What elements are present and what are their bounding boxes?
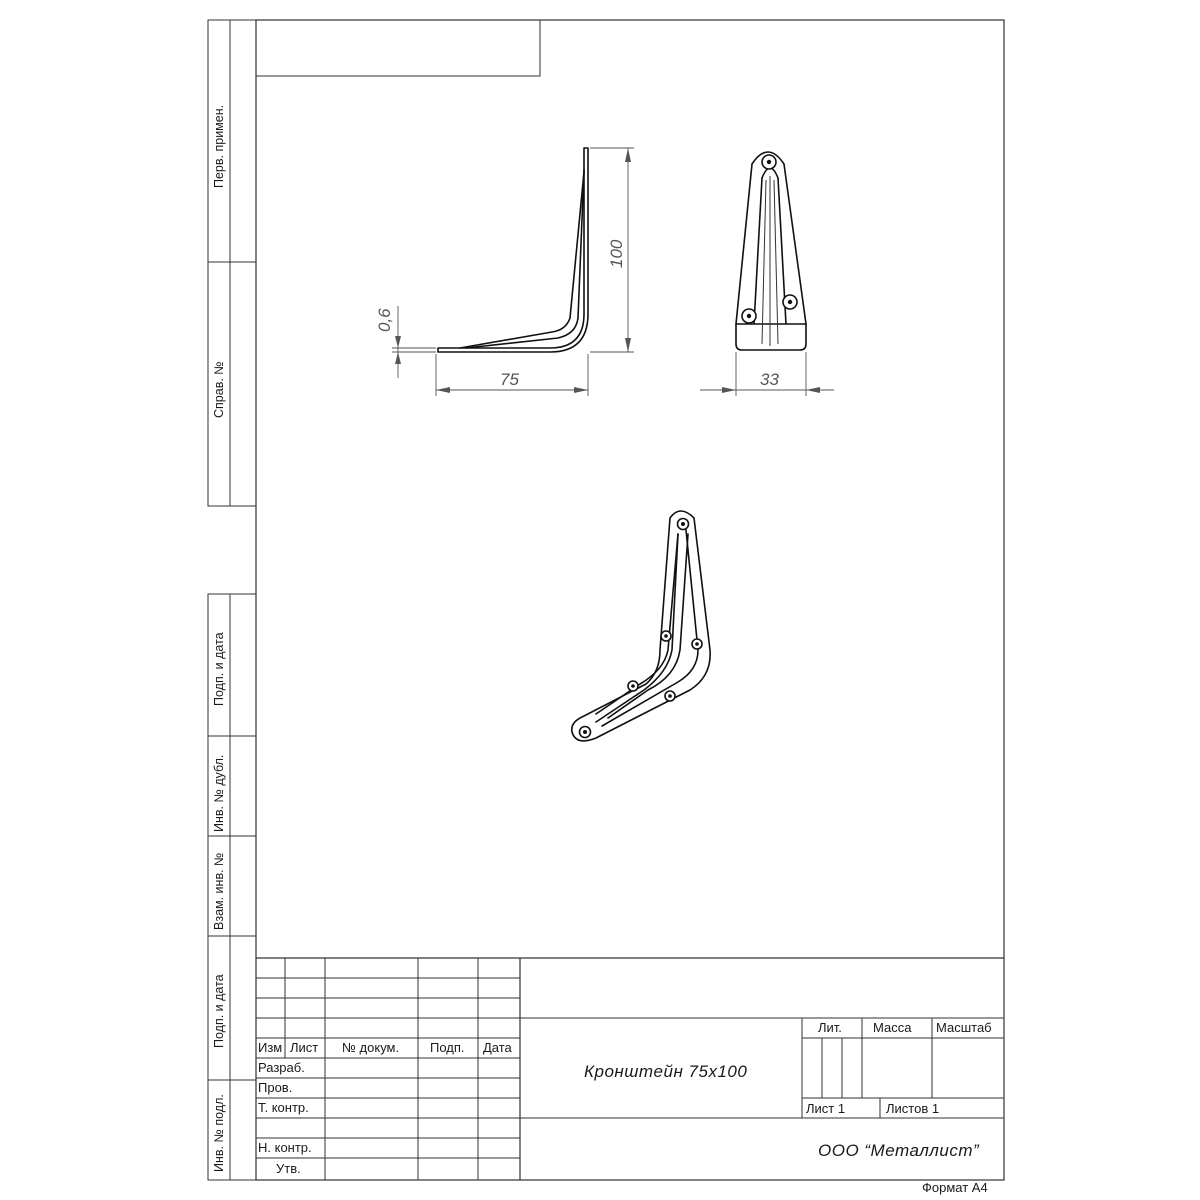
col-izm: Изм bbox=[258, 1040, 283, 1055]
part-name: Кронштейн 75х100 bbox=[584, 1062, 748, 1081]
side-label-perv-primen: Перв. примен. bbox=[212, 104, 226, 188]
side-label-inv-dubl: Инв. № дубл. bbox=[212, 754, 226, 832]
dimension-height-label: 100 bbox=[607, 239, 626, 268]
side-label-podp-data-1: Подп. и дата bbox=[212, 632, 226, 706]
side-label-inv-podl: Инв. № подл. bbox=[212, 1094, 226, 1172]
col-podp: Подп. bbox=[430, 1040, 465, 1055]
top-stamp-box bbox=[256, 20, 540, 76]
label-massa: Масса bbox=[873, 1020, 912, 1035]
label-masshtab: Масштаб bbox=[936, 1020, 992, 1035]
side-label-sprav-no: Справ. № bbox=[212, 361, 226, 418]
bracket-isometric-view bbox=[572, 511, 710, 741]
row-utv: Утв. bbox=[276, 1161, 301, 1176]
side-strip-upper bbox=[208, 20, 256, 506]
col-list: Лист bbox=[290, 1040, 319, 1055]
dimension-width-label: 33 bbox=[760, 370, 779, 389]
company-name: ООО “Металлист” bbox=[818, 1141, 980, 1160]
bracket-front-view bbox=[736, 152, 806, 350]
side-label-podp-data-2: Подп. и дата bbox=[212, 974, 226, 1048]
row-n-kontr: Н. контр. bbox=[258, 1140, 312, 1155]
side-label-vzam-inv: Взам. инв. № bbox=[212, 852, 226, 930]
dimension-length-label: 75 bbox=[500, 370, 519, 389]
label-list: Лист 1 bbox=[806, 1101, 846, 1116]
dimension-thickness-label: 0,6 bbox=[375, 308, 394, 332]
row-prov: Пров. bbox=[258, 1080, 293, 1095]
format-label: Формат А4 bbox=[922, 1180, 988, 1195]
col-docum: № докум. bbox=[342, 1040, 400, 1055]
label-listov: Листов 1 bbox=[886, 1101, 940, 1116]
row-razrab: Разраб. bbox=[258, 1060, 305, 1075]
label-lit: Лит. bbox=[818, 1020, 842, 1035]
bracket-side-view bbox=[438, 148, 588, 352]
col-data: Дата bbox=[483, 1040, 512, 1055]
row-t-kontr: Т. контр. bbox=[258, 1100, 309, 1115]
dimension-thickness bbox=[392, 306, 436, 378]
drawing-frame bbox=[256, 20, 1004, 1180]
